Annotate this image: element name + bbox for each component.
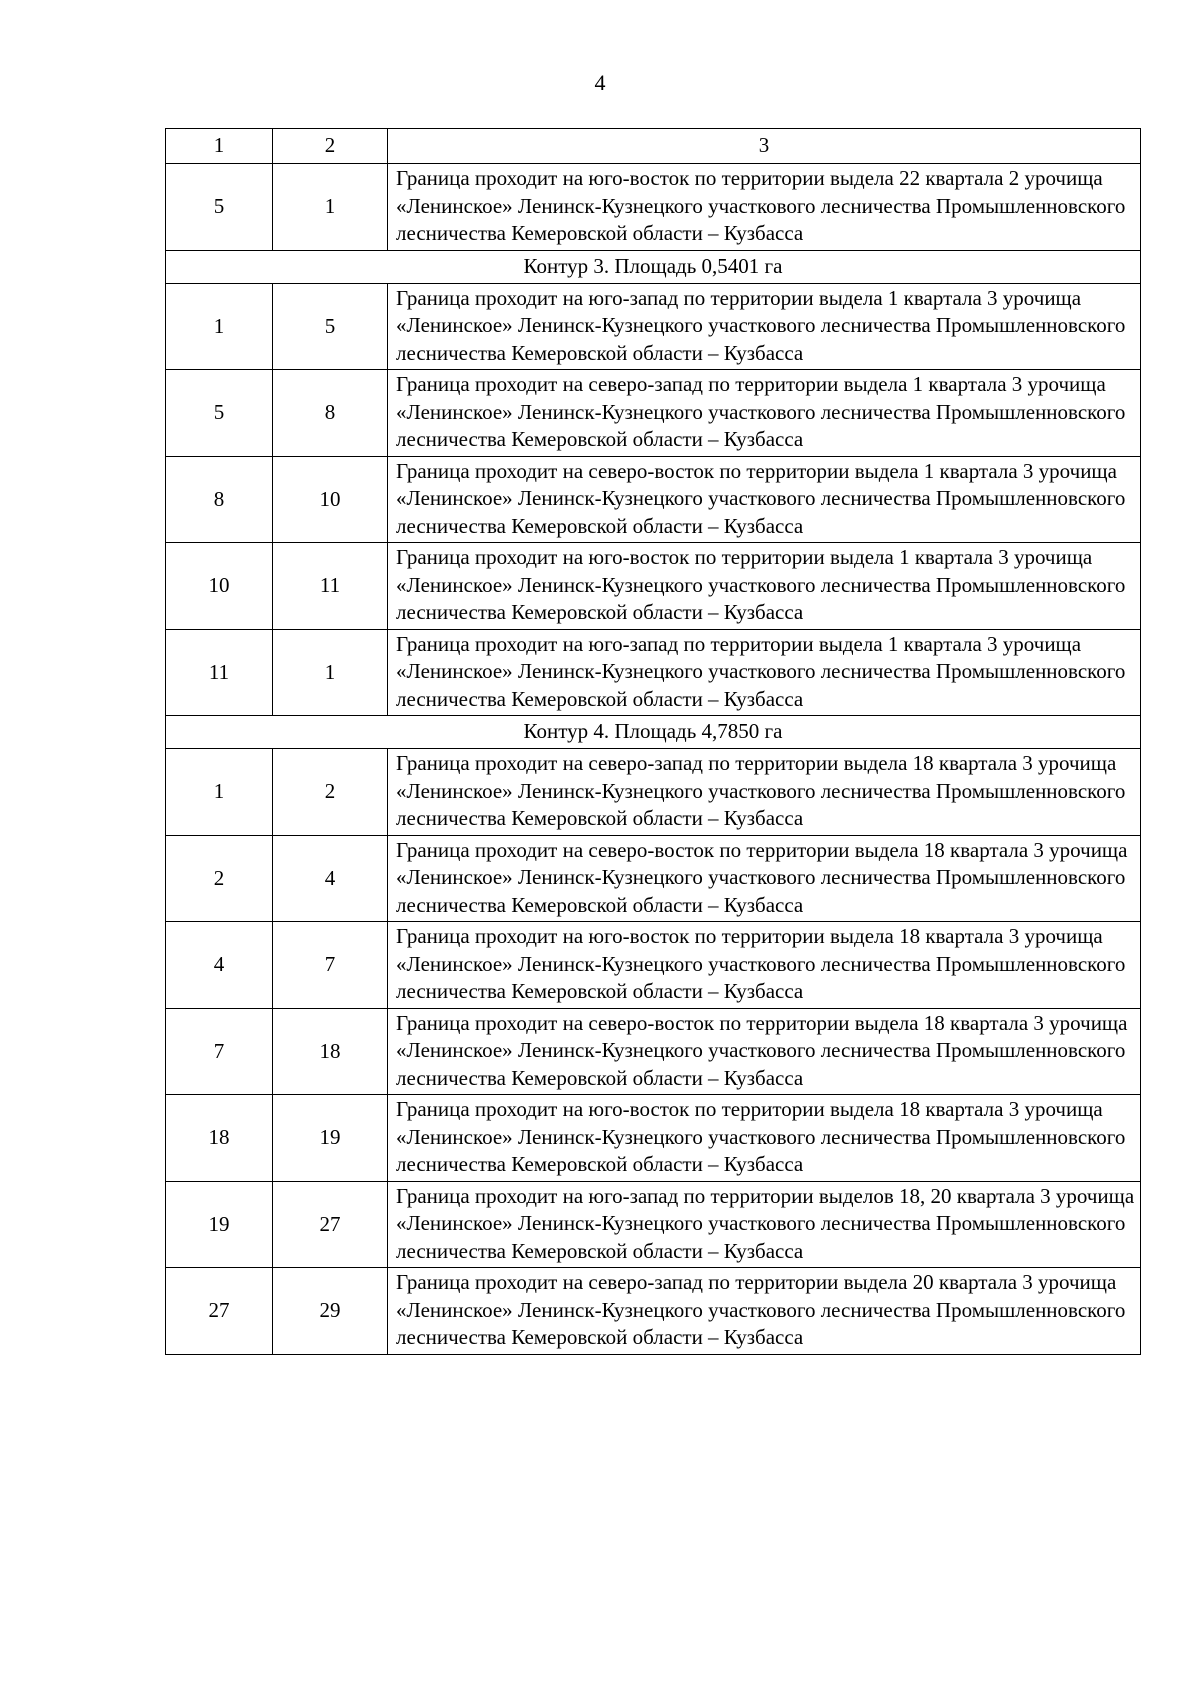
table-row	[166, 370, 1141, 457]
from-point-cell: 10	[166, 543, 273, 630]
boundary-description-cell: Граница проходит на юго-запад по территории выдела 1 квартала 3 урочища «Ленинское» Ленинск-Кузнецкого участкового лесничества Промышленновского лесничества Кемеровской области – Кузбасса	[388, 629, 1141, 716]
table-body	[166, 129, 1141, 1355]
boundary-description-cell: Граница проходит на северо-запад по территории выдела 1 квартала 3 урочища «Ленинское» Ленинск-Кузнецкого участкового лесничества Промышленновского лесничества Кемеровской области – Кузбасса	[388, 370, 1141, 457]
boundary-description-cell: Граница проходит на юго-восток по территории выдела 22 квартала 2 урочища «Ленинское» Ленинск-Кузнецкого участкового лесничества Промышленновского лесничества Кемеровской области – Кузбасса	[388, 164, 1141, 251]
table-row	[166, 164, 1141, 251]
to-point-cell: 1	[273, 164, 388, 251]
column-header-to-point: 2	[273, 129, 388, 164]
table-row	[166, 543, 1141, 630]
from-point-cell: 11	[166, 629, 273, 716]
to-point-cell: 7	[273, 922, 388, 1009]
to-point-cell: 18	[273, 1008, 388, 1095]
boundary-description-table	[165, 128, 1141, 1355]
from-point-cell: 1	[166, 283, 273, 370]
from-point-cell: 19	[166, 1181, 273, 1268]
boundary-description-cell: Граница проходит на северо-восток по территории выдела 18 квартала 3 урочища «Ленинское» Ленинск-Кузнецкого участкового лесничества Промышленновского лесничества Кемеровской области – Кузбасса	[388, 1008, 1141, 1095]
to-point-cell: 19	[273, 1095, 388, 1182]
to-point-cell: 8	[273, 370, 388, 457]
boundary-description-cell: Граница проходит на северо-восток по территории выдела 1 квартала 3 урочища «Ленинское» Ленинск-Кузнецкого участкового лесничества Промышленновского лесничества Кемеровской области – Кузбасса	[388, 456, 1141, 543]
table-row	[166, 283, 1141, 370]
to-point-cell: 10	[273, 456, 388, 543]
table-row	[166, 1095, 1141, 1182]
table-header-row	[166, 129, 1141, 164]
from-point-cell: 2	[166, 835, 273, 922]
from-point-cell: 27	[166, 1268, 273, 1355]
to-point-cell: 27	[273, 1181, 388, 1268]
from-point-cell: 18	[166, 1095, 273, 1182]
table-row	[166, 1268, 1141, 1355]
boundary-description-cell: Граница проходит на юго-запад по территории выдела 1 квартала 3 урочища «Ленинское» Ленинск-Кузнецкого участкового лесничества Промышленновского лесничества Кемеровской области – Кузбасса	[388, 283, 1141, 370]
boundary-description-cell: Граница проходит на северо-запад по территории выдела 18 квартала 3 урочища «Ленинское» Ленинск-Кузнецкого участкового лесничества Промышленновского лесничества Кемеровской области – Кузбасса	[388, 749, 1141, 836]
from-point-cell: 4	[166, 922, 273, 1009]
contour-title: Контур 4. Площадь 4,7850 га	[166, 716, 1141, 749]
to-point-cell: 5	[273, 283, 388, 370]
boundary-description-cell: Граница проходит на северо-запад по территории выдела 20 квартала 3 урочища «Ленинское» Ленинск-Кузнецкого участкового лесничества Промышленновского лесничества Кемеровской области – Кузбасса	[388, 1268, 1141, 1355]
from-point-cell: 5	[166, 164, 273, 251]
to-point-cell: 29	[273, 1268, 388, 1355]
from-point-cell: 8	[166, 456, 273, 543]
column-header-from-point: 1	[166, 129, 273, 164]
table-row	[166, 629, 1141, 716]
to-point-cell: 11	[273, 543, 388, 630]
from-point-cell: 5	[166, 370, 273, 457]
contour-title-row	[166, 716, 1141, 749]
from-point-cell: 1	[166, 749, 273, 836]
boundary-description-cell: Граница проходит на юго-восток по территории выдела 18 квартала 3 урочища «Ленинское» Ленинск-Кузнецкого участкового лесничества Промышленновского лесничества Кемеровской области – Кузбасса	[388, 1095, 1141, 1182]
table-row	[166, 749, 1141, 836]
table-row	[166, 922, 1141, 1009]
contour-title: Контур 3. Площадь 0,5401 га	[166, 250, 1141, 283]
table-row	[166, 1008, 1141, 1095]
boundary-description-cell: Граница проходит на юго-восток по территории выдела 18 квартала 3 урочища «Ленинское» Ленинск-Кузнецкого участкового лесничества Промышленновского лесничества Кемеровской области – Кузбасса	[388, 922, 1141, 1009]
to-point-cell: 1	[273, 629, 388, 716]
from-point-cell: 7	[166, 1008, 273, 1095]
boundary-description-cell: Граница проходит на юго-восток по территории выдела 1 квартала 3 урочища «Ленинское» Ленинск-Кузнецкого участкового лесничества Промышленновского лесничества Кемеровской области – Кузбасса	[388, 543, 1141, 630]
contour-title-row	[166, 250, 1141, 283]
table-row	[166, 835, 1141, 922]
boundary-description-cell: Граница проходит на юго-запад по территории выделов 18, 20 квартала 3 урочища «Ленинское» Ленинск-Кузнецкого участкового лесничества Промышленновского лесничества Кемеровской области – Кузбасса	[388, 1181, 1141, 1268]
column-header-description: 3	[388, 129, 1141, 164]
boundary-description-cell: Граница проходит на северо-восток по территории выдела 18 квартала 3 урочища «Ленинское» Ленинск-Кузнецкого участкового лесничества Промышленновского лесничества Кемеровской области – Кузбасса	[388, 835, 1141, 922]
to-point-cell: 2	[273, 749, 388, 836]
to-point-cell: 4	[273, 835, 388, 922]
page-number: 4	[594, 70, 606, 95]
table-row	[166, 1181, 1141, 1268]
table-row	[166, 456, 1141, 543]
